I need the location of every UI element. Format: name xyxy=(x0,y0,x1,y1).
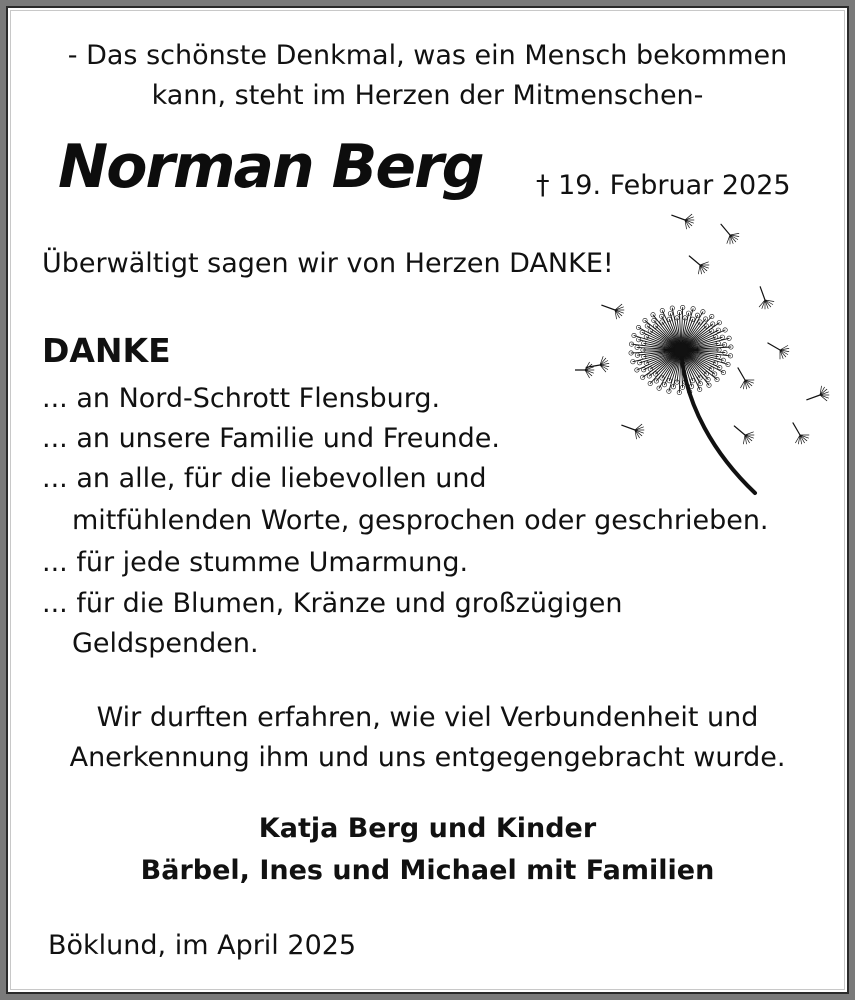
motto-line-1: - Das schönste Denkmal, was ein Mensch bekommen xyxy=(67,40,788,71)
danke-item-continued: Geldspenden. xyxy=(72,628,259,659)
signature-line-1: Katja Berg und Kinder xyxy=(258,813,597,844)
danke-item: ... an unsere Familie und Freunde. xyxy=(42,423,500,454)
place-date: Böklund, im April 2025 xyxy=(48,930,357,961)
signature-line-2: Bärbel, Ines und Michael mit Familien xyxy=(140,855,715,886)
danke-heading: DANKE xyxy=(42,331,171,370)
deceased-name: Norman Berg xyxy=(58,132,483,202)
intro-thanks: Überwältigt sagen wir von Herzen DANKE! xyxy=(42,248,614,279)
death-date: † 19. Februar 2025 xyxy=(536,170,791,201)
closing-line-1: Wir durften erfahren, wie viel Verbundenheit und xyxy=(96,702,759,733)
danke-item-continued: mitfühlenden Worte, gesprochen oder geschrieben. xyxy=(72,505,769,536)
motto-line-2: kann, steht im Herzen der Mitmenschen- xyxy=(151,80,704,111)
danke-item: ... für jede stumme Umarmung. xyxy=(42,547,469,578)
closing-line-2: Anerkennung ihm und uns entgegengebracht wurde. xyxy=(69,742,786,773)
dandelion-illustration xyxy=(575,205,840,505)
danke-item: ... für die Blumen, Kränze und großzügigen xyxy=(42,588,623,619)
danke-item: ... an alle, für die liebevollen und xyxy=(42,463,487,494)
danke-item: ... an Nord-Schrott Flensburg. xyxy=(42,383,441,414)
